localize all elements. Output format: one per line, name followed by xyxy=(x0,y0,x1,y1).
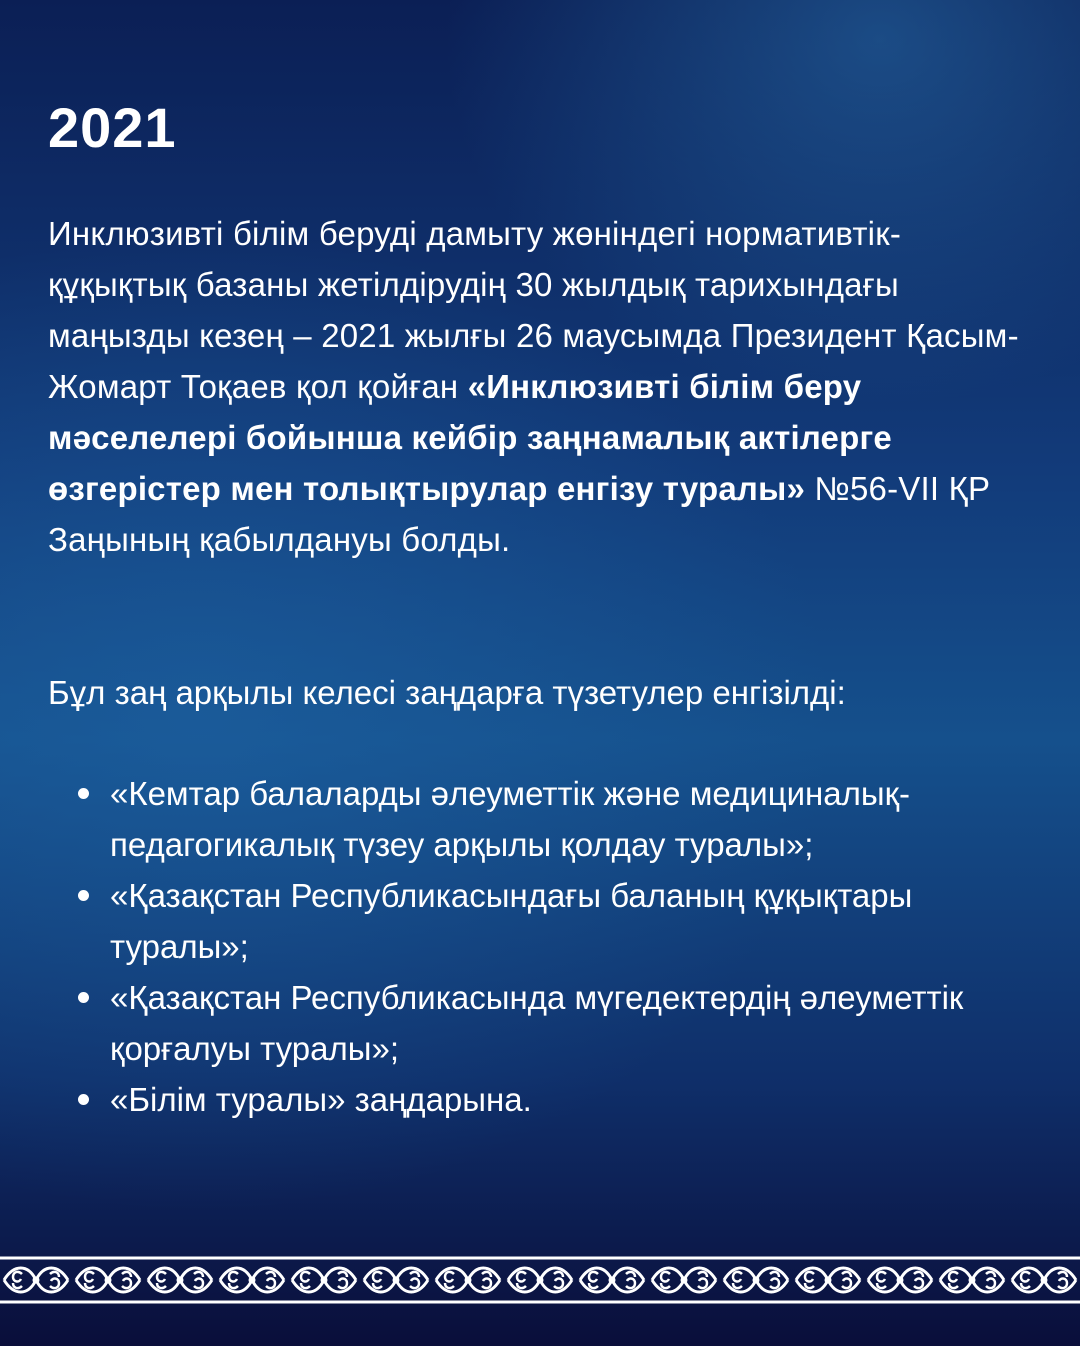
bullet-icon xyxy=(78,788,89,799)
amended-laws-list xyxy=(48,768,1008,1125)
year-heading: 2021 xyxy=(48,96,177,159)
amendments-intro: Бұл заң арқылы келесі заңдарға түзетулер енгізілді: xyxy=(48,674,846,711)
law-title-bold: «Инклюзивті білім беру мәселелері бойынша кейбір заңнамалық актілерге өзгерістер мен толықтырулар енгізу туралы» xyxy=(48,368,892,507)
paragraph-text-end: №56-VII ҚР Заңының қабылдануы болды. xyxy=(48,470,991,558)
list-item xyxy=(48,870,1008,972)
list-item xyxy=(48,1074,1008,1125)
list-item-text: «Кемтар балаларды әлеуметтік және медициналық-педагогикалық түзеу арқылы қолдау туралы»; xyxy=(110,775,911,863)
bullet-icon xyxy=(78,890,89,901)
list-item xyxy=(48,768,1008,870)
ornament-border-icon xyxy=(0,1252,1080,1308)
list-item-text: «Қазақстан Республикасында мүгедектердің әлеуметтік қорғалуы туралы»; xyxy=(110,979,964,1067)
bullet-icon xyxy=(78,1094,89,1105)
list-item-text: «Қазақстан Республикасындағы баланың құқықтары туралы»; xyxy=(110,877,913,965)
list-item xyxy=(48,972,1008,1074)
paragraph-text-start: Инклюзивті білім беруді дамыту жөніндегі нормативтік-құқықтық базаны жетілдірудің 30 жылдық тарихындағы маңызды кезең – 2021 жылғы 26 маусымда Президент Қасым-Жомарт Тоқаев қол қойған xyxy=(48,215,1019,405)
bullet-icon xyxy=(78,992,89,1003)
main-paragraph xyxy=(48,208,1038,565)
list-item-text: «Білім туралы» заңдарына. xyxy=(110,1081,532,1118)
